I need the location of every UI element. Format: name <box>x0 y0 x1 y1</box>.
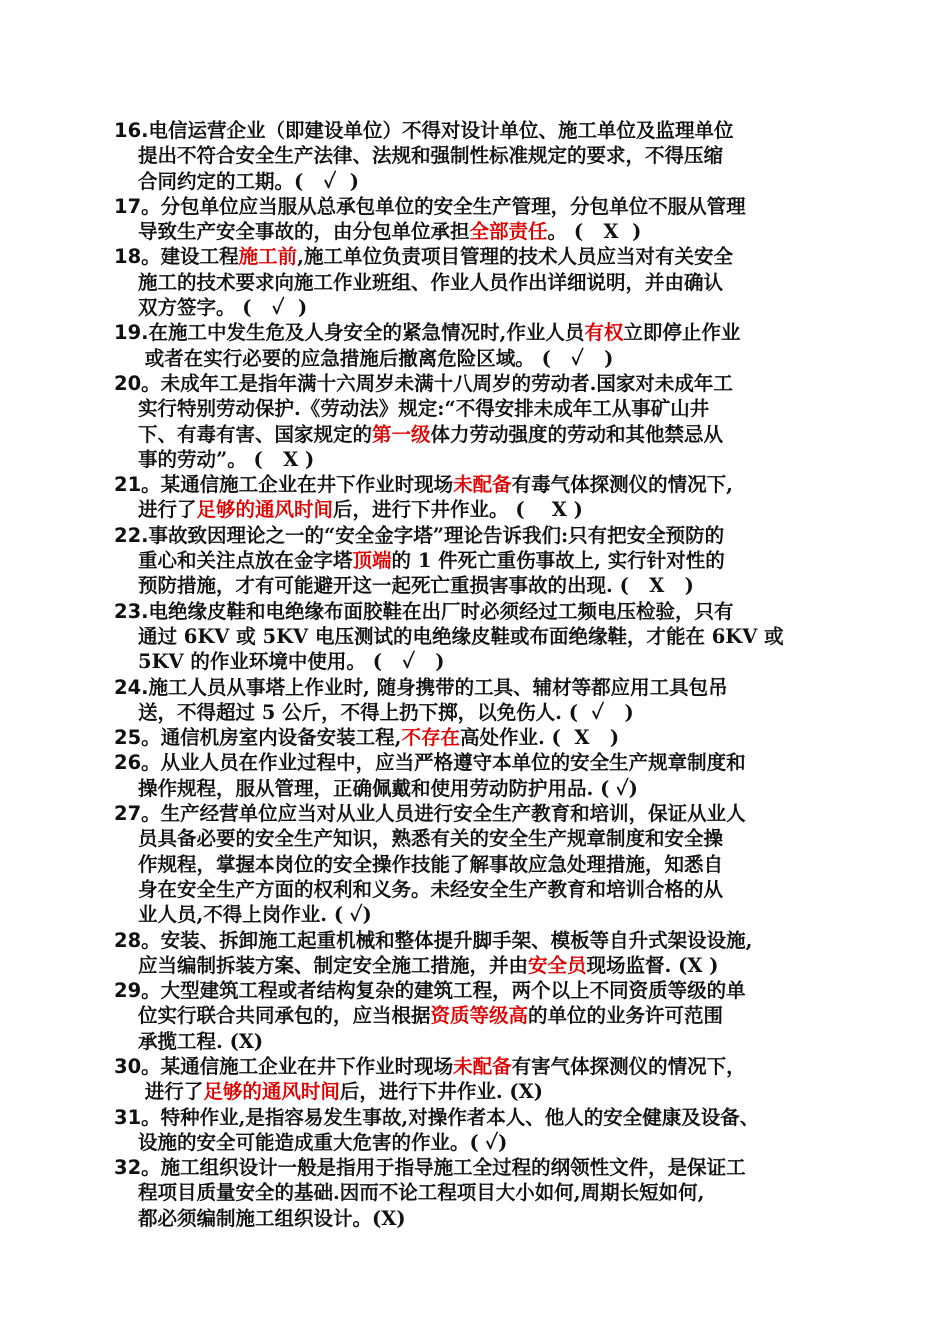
question-line <box>114 1130 844 1155</box>
question-text: 通信机房室内设备安装工程, <box>160 726 402 750</box>
question-number: 24. <box>114 675 149 699</box>
question-line <box>114 346 844 371</box>
question-line <box>114 371 844 396</box>
question-text: 承揽工程. (X) <box>138 1029 264 1053</box>
question-line <box>114 649 844 674</box>
question-line <box>114 573 844 598</box>
highlighted-keyword: 顶端 <box>352 549 392 573</box>
highlighted-keyword: 足够的通风时间 <box>196 498 334 522</box>
question-line <box>114 548 844 573</box>
question-item <box>114 194 844 245</box>
question-item <box>114 523 844 599</box>
question-line <box>114 320 844 345</box>
question-text: 某通信施工企业在井下作业时现场 <box>160 473 454 497</box>
highlighted-keyword: 施工前 <box>238 245 298 269</box>
question-text: 进行了 <box>138 1080 204 1104</box>
question-text: 。 ( X ) <box>547 220 642 244</box>
question-text: 分包单位应当服从总承包单位的安全生产管理，分包单位不服从管理 <box>160 194 746 218</box>
question-number: 25。 <box>114 726 161 750</box>
question-text: 重心和关注点放在金字塔 <box>138 549 353 573</box>
question-item <box>114 1155 844 1231</box>
question-text: 预防措施，才有可能避开这一起死亡重损害事故的出现. ( X ) <box>138 574 694 598</box>
question-number: 31。 <box>114 1105 161 1129</box>
question-line <box>114 169 844 194</box>
question-text: 提出不符合安全生产法律、法规和强制性标准规定的要求，不得压缩 <box>138 144 724 168</box>
question-line <box>114 599 844 624</box>
highlighted-keyword: 第一级 <box>372 422 431 446</box>
question-text: 在施工中发生危及人身安全的紧急情况时,作业人员 <box>148 321 585 345</box>
question-line <box>114 1105 844 1130</box>
question-line <box>114 675 844 700</box>
question-item <box>114 978 844 1054</box>
question-text: 送，不得超过 5 公斤，不得上扔下掷，以免伤人. ( ✓ ) <box>138 700 634 724</box>
question-text: 的单位的业务许可范围 <box>528 1004 724 1028</box>
question-text: 5KV 的作业环境中使用。 ( ✓ ) <box>138 650 445 674</box>
question-number: 23. <box>114 599 149 623</box>
question-line <box>114 295 844 320</box>
question-number: 21。 <box>114 473 161 497</box>
question-item <box>114 320 844 371</box>
question-line <box>114 523 844 548</box>
question-number: 30。 <box>114 1054 161 1078</box>
question-item <box>114 725 844 750</box>
question-text: 设施的安全可能造成重大危害的作业。( ✓) <box>138 1130 508 1154</box>
question-text: 事故致因理论之一的“安全金字塔”理论告诉我们:只有把安全预防的 <box>148 523 725 547</box>
question-line <box>114 776 844 801</box>
highlighted-keyword: 资质等级高 <box>430 1004 529 1028</box>
question-text: 电信运营企业（即建设单位）不得对设计单位、施工单位及监理单位 <box>148 119 734 142</box>
question-line <box>114 1054 844 1079</box>
question-item <box>114 1105 844 1156</box>
highlighted-keyword: 有权 <box>584 321 624 345</box>
question-line <box>114 902 844 927</box>
question-text: 现场监督. (X ) <box>586 953 719 977</box>
question-text: 特种作业,是指容易发生事故,对操作者本人、他人的安全健康及设备、 <box>160 1105 760 1129</box>
question-text: 下、有毒有害、国家规定的 <box>138 422 373 446</box>
question-text: 生产经营单位应当对从业人员进行安全生产教育和培训，保证从业人 <box>160 802 746 826</box>
question-line <box>114 725 844 750</box>
question-text: 都必须编制施工组织设计。(X) <box>138 1206 406 1230</box>
question-text: 建设工程 <box>160 245 239 269</box>
question-number: 19. <box>114 321 149 345</box>
question-line <box>114 1079 844 1104</box>
question-text: 位实行联合共同承包的，应当根据 <box>138 1004 431 1028</box>
question-line <box>114 472 844 497</box>
highlighted-keyword: 未配备 <box>453 473 512 497</box>
question-number: 32。 <box>114 1156 161 1180</box>
highlighted-keyword: 未配备 <box>453 1054 512 1078</box>
question-line <box>114 1029 844 1054</box>
question-item <box>114 1054 844 1105</box>
highlighted-keyword: 足够的通风时间 <box>203 1080 340 1104</box>
question-number: 20。 <box>114 371 161 395</box>
question-line <box>114 1155 844 1180</box>
question-line <box>114 928 844 953</box>
question-list <box>114 118 844 1231</box>
question-text: 应当编制拆装方案、制定安全施工措施，并由 <box>138 953 529 977</box>
question-line <box>114 447 844 472</box>
question-text: 有害气体探测仪的情况下， <box>511 1054 746 1078</box>
question-number: 28。 <box>114 928 161 952</box>
question-text: 导致生产安全事故的，由分包单位承担 <box>138 220 470 244</box>
question-item <box>114 599 844 675</box>
question-text: 安装、拆卸施工起重机械和整体提升脚手架、模板等自升式架设设施, <box>160 928 753 952</box>
question-number: 16. <box>114 119 149 142</box>
question-text: 施工组织设计一般是指用于指导施工全过程的纲领性文件，是保证工 <box>160 1156 746 1180</box>
question-line <box>114 1003 844 1028</box>
question-text: 施工人员从事塔上作业时, 随身携带的工具、辅材等都应用工具包吊 <box>148 675 728 699</box>
question-text: 程项目质量安全的基础.因而不论工程项目大小如何,周期长短如何, <box>138 1181 705 1205</box>
question-text: ,施工单位负责项目管理的技术人员应当对有关安全 <box>297 245 733 269</box>
question-number: 27。 <box>114 802 161 826</box>
highlighted-keyword: 安全员 <box>528 953 587 977</box>
question-line <box>114 270 844 295</box>
question-line <box>114 118 844 143</box>
question-text: 高处作业. ( X ) <box>459 726 620 750</box>
question-text: 未成年工是指年满十六周岁未满十八周岁的劳动者.国家对未成年工 <box>160 371 733 395</box>
question-item <box>114 118 844 194</box>
question-item <box>114 244 844 320</box>
question-line <box>114 422 844 447</box>
question-number: 17。 <box>114 194 161 218</box>
question-line <box>114 1206 844 1231</box>
question-line <box>114 143 844 168</box>
question-text: 电绝缘皮鞋和电绝缘布面胶鞋在出厂时必须经过工频电压检验，只有 <box>148 599 734 623</box>
question-line <box>114 1180 844 1205</box>
question-number: 18。 <box>114 245 161 269</box>
question-item <box>114 801 844 927</box>
question-line <box>114 826 844 851</box>
question-line <box>114 978 844 1003</box>
question-line <box>114 624 844 649</box>
question-line <box>114 396 844 421</box>
question-line <box>114 219 844 244</box>
question-text: 有毒气体探测仪的情况下, <box>511 473 733 497</box>
question-text: 施工的技术要求向施工作业班组、作业人员作出详细说明，并由确认 <box>138 270 724 294</box>
question-line <box>114 801 844 826</box>
question-number: 22. <box>114 523 149 547</box>
question-text: 从业人员在作业过程中，应当严格遵守本单位的安全生产规章制度和 <box>160 751 746 775</box>
question-line <box>114 194 844 219</box>
question-text: 合同约定的工期。( ✓ ) <box>138 169 359 193</box>
question-text: 进行了 <box>138 498 197 522</box>
question-text: 后，进行下井作业。 ( X ) <box>333 498 583 522</box>
question-line <box>114 244 844 269</box>
question-text: 某通信施工企业在井下作业时现场 <box>160 1054 454 1078</box>
question-item <box>114 675 844 726</box>
question-text: 双方签字。 ( ✓ ) <box>138 296 308 320</box>
question-number: 29。 <box>114 979 161 1003</box>
question-line <box>114 700 844 725</box>
question-item <box>114 472 844 523</box>
question-text: 业人员,不得上岗作业. ( ✓) <box>138 903 372 927</box>
question-text: 身在安全生产方面的权利和义务。未经安全生产教育和培训合格的从 <box>138 877 724 901</box>
question-item <box>114 750 844 801</box>
question-text: 事的劳动”。 ( X ) <box>138 447 315 471</box>
question-text: 员具备必要的安全生产知识，熟悉有关的安全生产规章制度和安全操 <box>138 827 724 851</box>
question-text: 立即停止作业 <box>623 321 741 345</box>
question-item <box>114 928 844 979</box>
question-line <box>114 877 844 902</box>
question-text: 的 1 件死亡重伤事故上, 实行针对性的 <box>391 549 725 573</box>
highlighted-keyword: 不存在 <box>401 726 460 750</box>
question-text: 后，进行下井作业. (X) <box>339 1080 543 1104</box>
question-number: 26。 <box>114 751 161 775</box>
question-item <box>114 371 844 472</box>
question-line <box>114 497 844 522</box>
question-line <box>114 750 844 775</box>
question-text: 实行特别劳动保护.《劳动法》规定:“不得安排未成年工从事矿山井 <box>138 397 710 421</box>
question-text: 体力劳动强度的劳动和其他禁忌从 <box>430 422 724 446</box>
question-text: 作规程，掌握本岗位的安全操作技能了解事故应急处理措施，知悉自 <box>138 852 724 876</box>
question-text: 大型建筑工程或者结构复杂的建筑工程，两个以上不同资质等级的单 <box>160 979 746 1003</box>
question-line <box>114 953 844 978</box>
question-text: 或者在实行必要的应急措施后撤离危险区域。 ( ✓ ) <box>138 346 614 370</box>
question-text: 操作规程，服从管理，正确佩戴和使用劳动防护用品. ( ✓) <box>138 776 638 800</box>
highlighted-keyword: 全部责任 <box>469 220 548 244</box>
question-text: 通过 6KV 或 5KV 电压测试的电绝缘皮鞋或布面绝缘鞋，才能在 6KV 或 <box>138 624 784 648</box>
question-line <box>114 852 844 877</box>
